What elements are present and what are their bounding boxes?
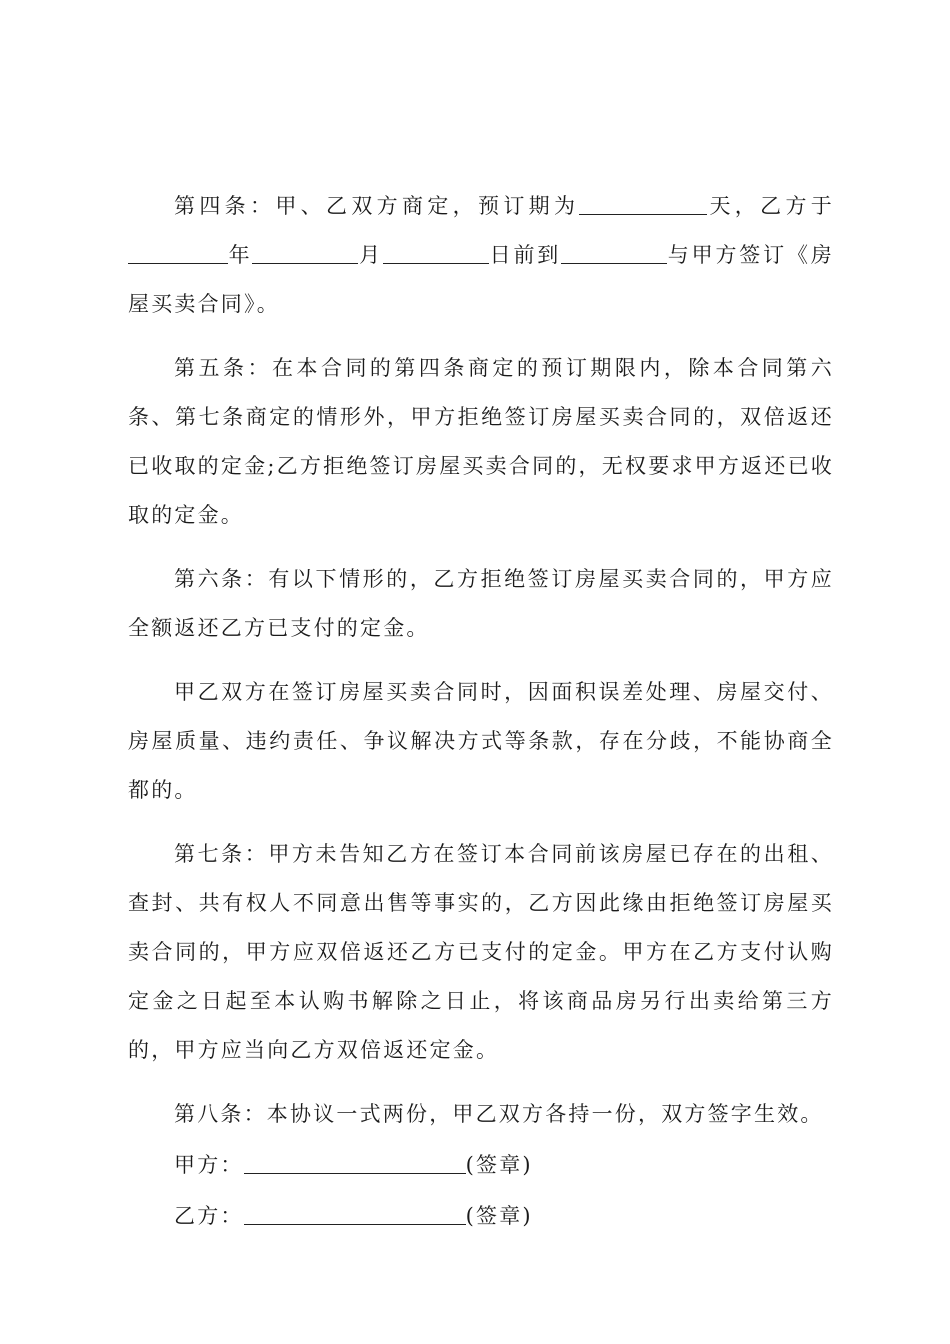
party-a-signature-blank	[244, 1149, 466, 1174]
year-blank-continued	[178, 239, 228, 264]
party-a-seal-label: (签章)	[465, 1153, 533, 1177]
location-blank	[561, 239, 667, 264]
party-b-seal-label: (签章)	[465, 1204, 533, 1228]
party-b-signature-row	[128, 1192, 834, 1241]
year-blank	[128, 239, 178, 264]
party-b-signature-blank	[244, 1200, 466, 1225]
article-7: 第七条：甲方未告知乙方在签订本合同前该房屋已存在的出租、查封、共有权人不同意出售等事实的，乙方因此缘由拒绝签订房屋买卖合同的，甲方应双倍返还乙方已支付的定金。甲方在乙方支付认购定金之日起至本认购书解除之日止，将该商品房另行出卖给第三方的，甲方应当向乙方双倍返还定金。	[128, 842, 834, 1062]
article-6: 第六条：有以下情形的，乙方拒绝签订房屋买卖合同的，甲方应全额返还乙方已支付的定金。	[128, 567, 834, 640]
booking-period-blank	[579, 190, 707, 215]
article-4-text-4: 月	[358, 243, 383, 267]
document-body	[128, 182, 834, 1243]
party-b-label: 乙方：	[174, 1204, 244, 1228]
article-4-text-2: 天，乙方于	[707, 194, 835, 218]
article-5: 第五条：在本合同的第四条商定的预订期限内，除本合同第六条、第七条商定的情形外，甲方拒绝签订房屋买卖合同的，双倍返还已收取的定金;乙方拒绝签订房屋买卖合同的，无权要求甲方返还已收取的定金。	[128, 356, 834, 527]
month-blank	[252, 239, 358, 264]
article-6-case: 甲乙双方在签订房屋买卖合同时，因面积误差处理、房屋交付、房屋质量、违约责任、争议解决方式等条款，存在分歧，不能协商全都的。	[128, 680, 834, 802]
article-4-text-5: 日前到	[488, 243, 562, 267]
article-4-text-1: 第四条：甲、乙双方商定，预订期为	[174, 194, 580, 218]
day-blank	[383, 239, 489, 264]
party-a-label: 甲方：	[174, 1153, 244, 1177]
article-4-text-6: 与甲方签订《房屋买卖合同》。	[128, 243, 834, 316]
article-4	[128, 182, 834, 329]
article-8: 第八条：本协议一式两份，甲乙双方各持一份，双方签字生效。	[174, 1102, 824, 1126]
article-4-text-3: 年	[228, 243, 253, 267]
party-a-signature-row	[128, 1141, 834, 1190]
